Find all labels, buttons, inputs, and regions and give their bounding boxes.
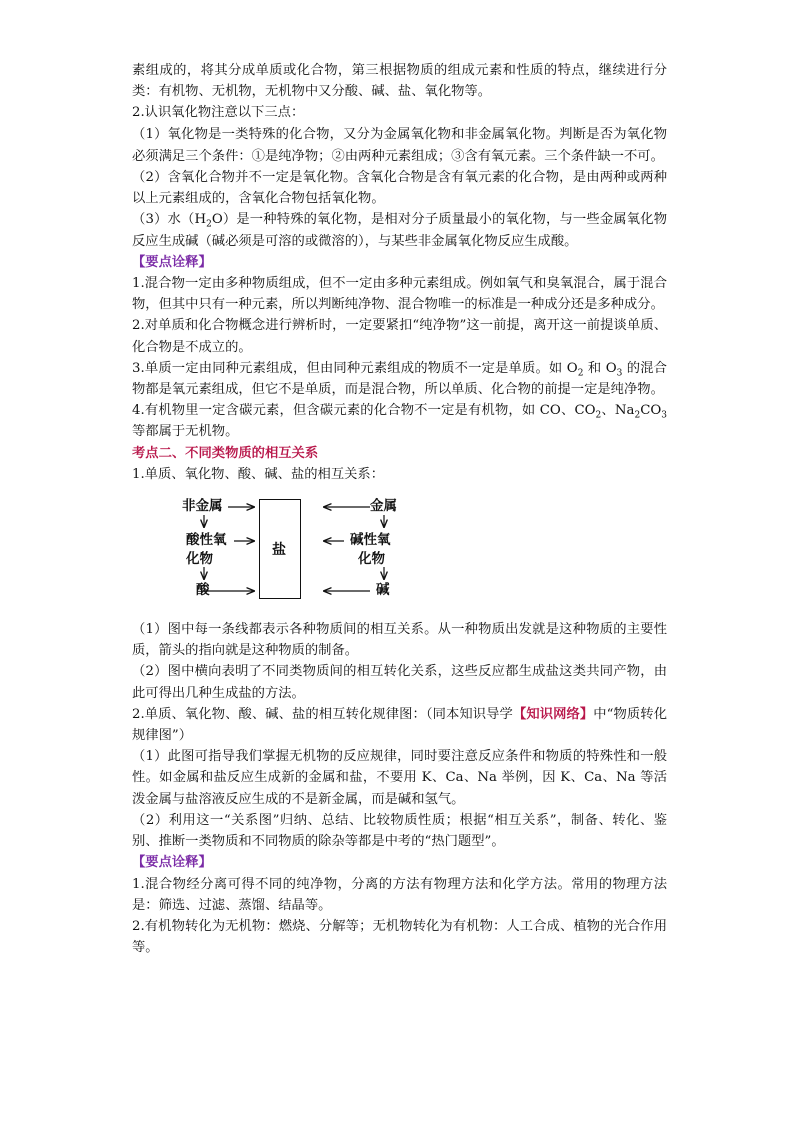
paragraph-oxide-point-3: （3）水$(H_2O)$是一种特殊的氧化物，是相对分子质量最小的氧化物，与一些金属氧化物反应生成碱（碱必须是可溶的或微溶的），与某些非金属氧化物反应生成酸。 [132, 212, 667, 249]
relation-note-2: （2）图中横向表明了不同类物质间的相互转化关系，这些反应都生成盐这类共同产物，由此可得出几种生成盐的方法。 [132, 664, 667, 701]
paragraph-oxide-point-1: （1）氧化物是一类特殊的化合物，又分为金属氧化物和非金属氧化物。判断是否为氧化物必须满足三个条件：①是纯净物；②由两种元素组成；③含有氧元素。三个条件缺一不可。 [132, 126, 667, 164]
relation-intro: 1.单质、氧化物、酸、碱、盐的相互关系： [132, 466, 385, 482]
label-base: 碱 [376, 582, 390, 599]
transformation-note-1: （1）此图可指导我们掌握无机物的反应规律，同时要注意反应条件和物质的特殊性和一般性。如金属和盐反应生成新的金属和盐，不要用 K、Ca、Na 举例，因 K、Ca、Na 等活泼金属与盐溶液反应生成的不是新金属，而是碱和氢气。 [132, 749, 667, 807]
separation-point-1: 1.混合物经分离可得不同的纯净物，分离的方法有物理方法和化学方法。常用的物理方法是：筛选、过滤、蒸馏、结晶等。 [132, 876, 667, 913]
separation-point-2: 2.有机物转化为无机物：燃烧、分解等；无机物转化为有机物：人工合成、植物的光合作用等。 [132, 918, 667, 956]
label-acid: 酸 [196, 582, 210, 599]
relation-diagram [182, 493, 462, 613]
label-basic-oxide-1: 碱性氧 [350, 532, 391, 549]
key-point-1: 1.混合物一定由多种物质组成，但不一定由多种元素组成。例如氧气和臭氧混合，属于混合物，但其中只有一种元素，所以判断纯净物、混合物唯一的标准是一种成分还是多种成分。 [132, 276, 667, 313]
label-salt: 盐 [272, 542, 286, 559]
transformation-intro: 2.单质、氧化物、酸、碱、盐的相互转化规律图：（同本知识导学【知识网络】中“物质转化规律图”） [132, 706, 667, 744]
label-basic-oxide-2: 化物 [358, 551, 385, 568]
paragraph-oxide-intro: 2.认识氧化物注意以下三点： [132, 105, 305, 121]
key-points-heading-1: 【要点诠释】 [132, 254, 212, 270]
key-point-4: 4.有机物里一定含碳元素，但含碳元素的化合物不一定是有机物，如 CO、$CO_2$、$Na_2CO_3$ 等都属于无机物。 [132, 403, 668, 440]
relation-note-1: （1）图中每一条线都表示各种物质间的相互关系。从一种物质出发就是这种物质的主要性质，箭头的指向就是这种物质的制备。 [132, 622, 667, 659]
label-metal: 金属 [370, 498, 397, 515]
key-point-3: 3.单质一定由同种元素组成，但由同种元素组成的物质不一定是单质。如 $O_2$ 和 $O_3$ 的混合物都是氧元素组成，但它不是单质，而是混合物，所以单质、化合物的前提一定是纯净物。 [132, 360, 667, 398]
section-heading-2: 考点二、不同类物质的相互关系 [132, 445, 319, 461]
key-points-heading-2: 【要点诠释】 [132, 855, 212, 871]
label-acidic-oxide-1: 酸性氧 [186, 532, 227, 549]
label-nonmetal: 非金属 [182, 498, 223, 515]
key-point-2: 2.对单质和化合物概念进行辨析时，一定要紧扣“纯净物”这一前提，离开这一前提谈单质、化合物是不成立的。 [132, 318, 667, 355]
document-page [132, 60, 667, 958]
diagram-arrows [182, 493, 462, 613]
paragraph-classification: 素组成的，将其分成单质或化合物，第三根据物质的组成元素和性质的特点，继续进行分类：有机物、无机物，无机物中又分酸、碱、盐、氧化物等。 [132, 63, 667, 100]
transformation-note-2: （2）利用这一“关系图”归纳、总结、比较物质性质；根据“相互关系”，制备、转化、鉴别、推断一类物质和不同物质的除杂等都是中考的“热门题型”。 [132, 812, 667, 850]
label-acidic-oxide-2: 化物 [186, 551, 213, 568]
paragraph-oxide-point-2: （2）含氧化合物并不一定是氧化物。含氧化合物是含有氧元素的化合物，是由两种或两种以上元素组成的，含氧化合物包括氧化物。 [132, 170, 667, 207]
